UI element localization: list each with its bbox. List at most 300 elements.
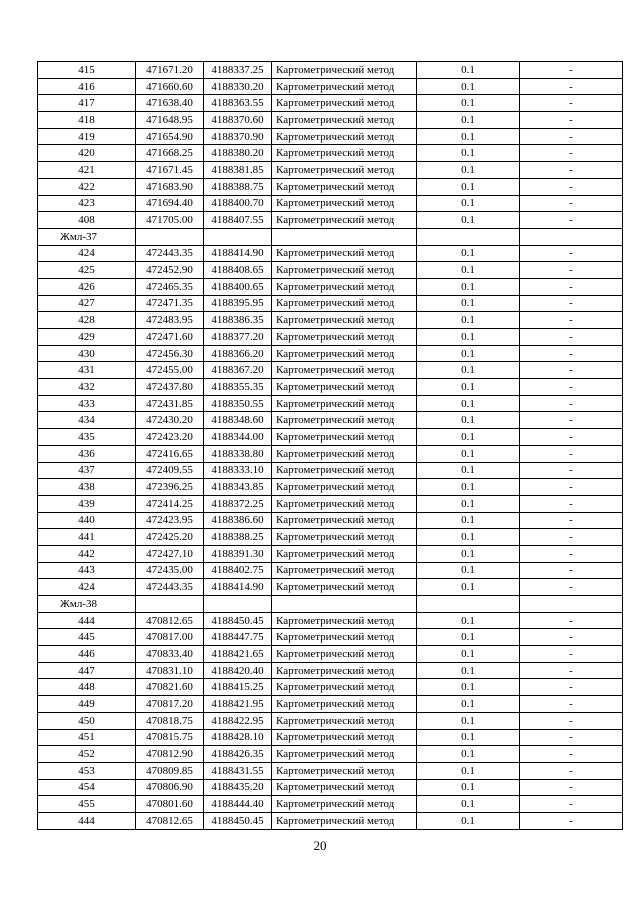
y-coordinate-cell: 4188372.25 — [204, 495, 272, 512]
note-cell: - — [520, 278, 623, 295]
note-cell: - — [520, 445, 623, 462]
y-coordinate-cell: 4188388.25 — [204, 529, 272, 546]
table-row — [38, 362, 623, 379]
point-number-cell: 428 — [38, 312, 136, 329]
y-coordinate-cell: 4188377.20 — [204, 329, 272, 346]
point-number-cell: 430 — [38, 345, 136, 362]
point-number-cell: 431 — [38, 362, 136, 379]
method-cell: Картометрический метод — [272, 462, 417, 479]
accuracy-cell: 0.1 — [417, 796, 520, 813]
method-cell: Картометрический метод — [272, 712, 417, 729]
note-cell: - — [520, 629, 623, 646]
x-coordinate-cell: 472431.85 — [136, 395, 204, 412]
x-coordinate-cell — [136, 228, 204, 245]
accuracy-cell: 0.1 — [417, 128, 520, 145]
y-coordinate-cell: 4188386.35 — [204, 312, 272, 329]
note-cell: - — [520, 762, 623, 779]
table-row — [38, 662, 623, 679]
accuracy-cell: 0.1 — [417, 212, 520, 229]
y-coordinate-cell: 4188447.75 — [204, 629, 272, 646]
y-coordinate-cell: 4188381.85 — [204, 162, 272, 179]
method-cell: Картометрический метод — [272, 379, 417, 396]
page-number: 20 — [313, 838, 327, 853]
y-coordinate-cell: 4188330.20 — [204, 78, 272, 95]
point-number-cell: 415 — [38, 62, 136, 79]
table-row — [38, 379, 623, 396]
table-row — [38, 462, 623, 479]
x-coordinate-cell: 472425.20 — [136, 529, 204, 546]
x-coordinate-cell: 472443.35 — [136, 579, 204, 596]
accuracy-cell: 0.1 — [417, 195, 520, 212]
method-cell: Картометрический метод — [272, 746, 417, 763]
note-cell: - — [520, 78, 623, 95]
accuracy-cell: 0.1 — [417, 512, 520, 529]
method-cell — [272, 596, 417, 613]
table-row — [38, 212, 623, 229]
note-cell: - — [520, 579, 623, 596]
x-coordinate-cell: 472427.10 — [136, 545, 204, 562]
method-cell: Картометрический метод — [272, 78, 417, 95]
x-coordinate-cell: 472455.00 — [136, 362, 204, 379]
note-cell: - — [520, 779, 623, 796]
x-coordinate-cell: 471660.60 — [136, 78, 204, 95]
y-coordinate-cell: 4188428.10 — [204, 729, 272, 746]
y-coordinate-cell: 4188391.30 — [204, 545, 272, 562]
method-cell: Картометрический метод — [272, 495, 417, 512]
section-label: Жмл-38 — [38, 596, 136, 613]
table-row — [38, 278, 623, 295]
x-coordinate-cell — [136, 596, 204, 613]
accuracy-cell: 0.1 — [417, 78, 520, 95]
method-cell: Картометрический метод — [272, 145, 417, 162]
y-coordinate-cell: 4188420.40 — [204, 662, 272, 679]
x-coordinate-cell: 472471.35 — [136, 295, 204, 312]
point-number-cell: 452 — [38, 746, 136, 763]
accuracy-cell: 0.1 — [417, 545, 520, 562]
point-number-cell: 422 — [38, 178, 136, 195]
table-row — [38, 128, 623, 145]
x-coordinate-cell: 471654.90 — [136, 128, 204, 145]
y-coordinate-cell: 4188426.35 — [204, 746, 272, 763]
accuracy-cell: 0.1 — [417, 245, 520, 262]
method-cell: Картометрический метод — [272, 545, 417, 562]
point-number-cell: 424 — [38, 245, 136, 262]
accuracy-cell: 0.1 — [417, 262, 520, 279]
accuracy-cell — [417, 228, 520, 245]
method-cell: Картометрический метод — [272, 812, 417, 829]
x-coordinate-cell: 471694.40 — [136, 195, 204, 212]
table-row — [38, 512, 623, 529]
table-row — [38, 295, 623, 312]
note-cell: - — [520, 812, 623, 829]
table-row — [38, 412, 623, 429]
y-coordinate-cell: 4188388.75 — [204, 178, 272, 195]
x-coordinate-cell: 472435.00 — [136, 562, 204, 579]
y-coordinate-cell — [204, 596, 272, 613]
accuracy-cell: 0.1 — [417, 712, 520, 729]
method-cell: Картометрический метод — [272, 329, 417, 346]
note-cell: - — [520, 62, 623, 79]
table-row — [38, 78, 623, 95]
note-cell — [520, 596, 623, 613]
accuracy-cell: 0.1 — [417, 345, 520, 362]
x-coordinate-cell: 470818.75 — [136, 712, 204, 729]
table-row — [38, 445, 623, 462]
x-coordinate-cell: 472423.20 — [136, 429, 204, 446]
x-coordinate-cell: 472409.55 — [136, 462, 204, 479]
accuracy-cell: 0.1 — [417, 112, 520, 129]
point-number-cell: 426 — [38, 278, 136, 295]
table-row — [38, 112, 623, 129]
method-cell: Картометрический метод — [272, 729, 417, 746]
note-cell: - — [520, 529, 623, 546]
y-coordinate-cell: 4188370.90 — [204, 128, 272, 145]
y-coordinate-cell: 4188366.20 — [204, 345, 272, 362]
x-coordinate-cell: 472430.20 — [136, 412, 204, 429]
note-cell: - — [520, 412, 623, 429]
accuracy-cell — [417, 596, 520, 613]
accuracy-cell: 0.1 — [417, 495, 520, 512]
point-number-cell: 439 — [38, 495, 136, 512]
point-number-cell: 453 — [38, 762, 136, 779]
x-coordinate-cell: 470833.40 — [136, 646, 204, 663]
note-cell: - — [520, 545, 623, 562]
note-cell: - — [520, 696, 623, 713]
note-cell: - — [520, 245, 623, 262]
point-number-cell: 417 — [38, 95, 136, 112]
y-coordinate-cell: 4188395.95 — [204, 295, 272, 312]
table-row — [38, 696, 623, 713]
table-row — [38, 629, 623, 646]
y-coordinate-cell: 4188344.00 — [204, 429, 272, 446]
point-number-cell: 434 — [38, 412, 136, 429]
table-row — [38, 178, 623, 195]
x-coordinate-cell: 470831.10 — [136, 662, 204, 679]
y-coordinate-cell: 4188348.60 — [204, 412, 272, 429]
note-cell: - — [520, 362, 623, 379]
y-coordinate-cell: 4188444.40 — [204, 796, 272, 813]
point-number-cell: 416 — [38, 78, 136, 95]
section-header-row — [38, 596, 623, 613]
point-number-cell: 436 — [38, 445, 136, 462]
note-cell: - — [520, 112, 623, 129]
x-coordinate-cell: 471648.95 — [136, 112, 204, 129]
table-row — [38, 796, 623, 813]
accuracy-cell: 0.1 — [417, 579, 520, 596]
note-cell: - — [520, 329, 623, 346]
point-number-cell: 419 — [38, 128, 136, 145]
table-row — [38, 195, 623, 212]
y-coordinate-cell: 4188386.60 — [204, 512, 272, 529]
x-coordinate-cell: 471671.20 — [136, 62, 204, 79]
point-number-cell: 420 — [38, 145, 136, 162]
accuracy-cell: 0.1 — [417, 679, 520, 696]
note-cell: - — [520, 295, 623, 312]
accuracy-cell: 0.1 — [417, 629, 520, 646]
method-cell: Картометрический метод — [272, 295, 417, 312]
accuracy-cell: 0.1 — [417, 178, 520, 195]
coordinates-table-body — [38, 62, 623, 830]
y-coordinate-cell: 4188333.10 — [204, 462, 272, 479]
accuracy-cell: 0.1 — [417, 62, 520, 79]
method-cell: Картометрический метод — [272, 245, 417, 262]
table-row — [38, 646, 623, 663]
method-cell: Картометрический метод — [272, 112, 417, 129]
accuracy-cell: 0.1 — [417, 445, 520, 462]
note-cell: - — [520, 712, 623, 729]
method-cell: Картометрический метод — [272, 395, 417, 412]
table-row — [38, 312, 623, 329]
x-coordinate-cell: 470812.65 — [136, 612, 204, 629]
x-coordinate-cell: 470817.00 — [136, 629, 204, 646]
accuracy-cell: 0.1 — [417, 462, 520, 479]
point-number-cell: 451 — [38, 729, 136, 746]
note-cell: - — [520, 796, 623, 813]
accuracy-cell: 0.1 — [417, 479, 520, 496]
table-row — [38, 679, 623, 696]
x-coordinate-cell: 471683.90 — [136, 178, 204, 195]
y-coordinate-cell: 4188370.60 — [204, 112, 272, 129]
y-coordinate-cell: 4188415.25 — [204, 679, 272, 696]
y-coordinate-cell: 4188400.70 — [204, 195, 272, 212]
note-cell: - — [520, 495, 623, 512]
accuracy-cell: 0.1 — [417, 395, 520, 412]
method-cell: Картометрический метод — [272, 278, 417, 295]
method-cell: Картометрический метод — [272, 512, 417, 529]
note-cell: - — [520, 128, 623, 145]
y-coordinate-cell: 4188435.20 — [204, 779, 272, 796]
note-cell: - — [520, 429, 623, 446]
point-number-cell: 447 — [38, 662, 136, 679]
note-cell — [520, 228, 623, 245]
x-coordinate-cell: 472483.95 — [136, 312, 204, 329]
point-number-cell: 454 — [38, 779, 136, 796]
accuracy-cell: 0.1 — [417, 729, 520, 746]
point-number-cell: 427 — [38, 295, 136, 312]
accuracy-cell: 0.1 — [417, 95, 520, 112]
point-number-cell: 421 — [38, 162, 136, 179]
accuracy-cell: 0.1 — [417, 362, 520, 379]
method-cell: Картометрический метод — [272, 562, 417, 579]
note-cell: - — [520, 395, 623, 412]
y-coordinate-cell: 4188414.90 — [204, 579, 272, 596]
accuracy-cell: 0.1 — [417, 329, 520, 346]
method-cell: Картометрический метод — [272, 262, 417, 279]
point-number-cell: 443 — [38, 562, 136, 579]
coordinates-table — [37, 61, 623, 830]
y-coordinate-cell: 4188400.65 — [204, 278, 272, 295]
note-cell: - — [520, 262, 623, 279]
method-cell: Картометрический метод — [272, 445, 417, 462]
note-cell: - — [520, 178, 623, 195]
x-coordinate-cell: 471668.25 — [136, 145, 204, 162]
accuracy-cell: 0.1 — [417, 412, 520, 429]
y-coordinate-cell: 4188338.80 — [204, 445, 272, 462]
y-coordinate-cell: 4188414.90 — [204, 245, 272, 262]
accuracy-cell: 0.1 — [417, 379, 520, 396]
note-cell: - — [520, 479, 623, 496]
note-cell: - — [520, 612, 623, 629]
point-number-cell: 449 — [38, 696, 136, 713]
method-cell — [272, 228, 417, 245]
x-coordinate-cell: 470801.60 — [136, 796, 204, 813]
method-cell: Картометрический метод — [272, 579, 417, 596]
accuracy-cell: 0.1 — [417, 429, 520, 446]
method-cell: Картометрический метод — [272, 212, 417, 229]
x-coordinate-cell: 472396.25 — [136, 479, 204, 496]
method-cell: Картометрический метод — [272, 178, 417, 195]
y-coordinate-cell: 4188337.25 — [204, 62, 272, 79]
point-number-cell: 446 — [38, 646, 136, 663]
y-coordinate-cell: 4188450.45 — [204, 612, 272, 629]
note-cell: - — [520, 212, 623, 229]
y-coordinate-cell: 4188343.85 — [204, 479, 272, 496]
point-number-cell: 423 — [38, 195, 136, 212]
x-coordinate-cell: 470809.85 — [136, 762, 204, 779]
accuracy-cell: 0.1 — [417, 646, 520, 663]
x-coordinate-cell: 472465.35 — [136, 278, 204, 295]
y-coordinate-cell: 4188355.35 — [204, 379, 272, 396]
x-coordinate-cell: 471671.45 — [136, 162, 204, 179]
note-cell: - — [520, 562, 623, 579]
accuracy-cell: 0.1 — [417, 529, 520, 546]
note-cell: - — [520, 662, 623, 679]
table-row — [38, 529, 623, 546]
point-number-cell: 455 — [38, 796, 136, 813]
point-number-cell: 441 — [38, 529, 136, 546]
x-coordinate-cell: 470806.90 — [136, 779, 204, 796]
note-cell: - — [520, 195, 623, 212]
note-cell: - — [520, 646, 623, 663]
y-coordinate-cell: 4188363.55 — [204, 95, 272, 112]
table-row — [38, 162, 623, 179]
point-number-cell: 440 — [38, 512, 136, 529]
table-row — [38, 495, 623, 512]
method-cell: Картометрический метод — [272, 62, 417, 79]
table-row — [38, 145, 623, 162]
x-coordinate-cell: 470815.75 — [136, 729, 204, 746]
point-number-cell: 432 — [38, 379, 136, 396]
table-row — [38, 612, 623, 629]
accuracy-cell: 0.1 — [417, 779, 520, 796]
point-number-cell: 448 — [38, 679, 136, 696]
accuracy-cell: 0.1 — [417, 662, 520, 679]
method-cell: Картометрический метод — [272, 312, 417, 329]
method-cell: Картометрический метод — [272, 429, 417, 446]
section-label: Жмл-37 — [38, 228, 136, 245]
y-coordinate-cell: 4188350.55 — [204, 395, 272, 412]
note-cell: - — [520, 95, 623, 112]
point-number-cell: 450 — [38, 712, 136, 729]
x-coordinate-cell: 472471.60 — [136, 329, 204, 346]
table-row — [38, 95, 623, 112]
method-cell: Картометрический метод — [272, 195, 417, 212]
point-number-cell: 435 — [38, 429, 136, 446]
point-number-cell: 418 — [38, 112, 136, 129]
table-row — [38, 812, 623, 829]
table-row — [38, 579, 623, 596]
accuracy-cell: 0.1 — [417, 295, 520, 312]
y-coordinate-cell: 4188450.45 — [204, 812, 272, 829]
method-cell: Картометрический метод — [272, 95, 417, 112]
table-row — [38, 562, 623, 579]
point-number-cell: 437 — [38, 462, 136, 479]
y-coordinate-cell: 4188380.20 — [204, 145, 272, 162]
accuracy-cell: 0.1 — [417, 278, 520, 295]
y-coordinate-cell: 4188407.55 — [204, 212, 272, 229]
table-row — [38, 762, 623, 779]
point-number-cell: 445 — [38, 629, 136, 646]
table-row — [38, 729, 623, 746]
point-number-cell: 425 — [38, 262, 136, 279]
y-coordinate-cell — [204, 228, 272, 245]
table-row — [38, 545, 623, 562]
table-row — [38, 429, 623, 446]
table-row — [38, 345, 623, 362]
section-header-row — [38, 228, 623, 245]
table-row — [38, 479, 623, 496]
method-cell: Картометрический метод — [272, 646, 417, 663]
point-number-cell: 442 — [38, 545, 136, 562]
y-coordinate-cell: 4188402.75 — [204, 562, 272, 579]
accuracy-cell: 0.1 — [417, 612, 520, 629]
table-row — [38, 262, 623, 279]
method-cell: Картометрический метод — [272, 162, 417, 179]
table-row — [38, 329, 623, 346]
accuracy-cell: 0.1 — [417, 696, 520, 713]
point-number-cell: 444 — [38, 612, 136, 629]
note-cell: - — [520, 679, 623, 696]
x-coordinate-cell: 470821.60 — [136, 679, 204, 696]
x-coordinate-cell: 472452.90 — [136, 262, 204, 279]
method-cell: Картометрический метод — [272, 345, 417, 362]
x-coordinate-cell: 471705.00 — [136, 212, 204, 229]
note-cell: - — [520, 512, 623, 529]
point-number-cell: 408 — [38, 212, 136, 229]
table-row — [38, 779, 623, 796]
method-cell: Картометрический метод — [272, 629, 417, 646]
accuracy-cell: 0.1 — [417, 162, 520, 179]
y-coordinate-cell: 4188408.65 — [204, 262, 272, 279]
x-coordinate-cell: 472414.25 — [136, 495, 204, 512]
y-coordinate-cell: 4188422.95 — [204, 712, 272, 729]
method-cell: Картометрический метод — [272, 662, 417, 679]
y-coordinate-cell: 4188431.55 — [204, 762, 272, 779]
x-coordinate-cell: 472456.30 — [136, 345, 204, 362]
accuracy-cell: 0.1 — [417, 812, 520, 829]
method-cell: Картометрический метод — [272, 479, 417, 496]
point-number-cell: 438 — [38, 479, 136, 496]
note-cell: - — [520, 345, 623, 362]
point-number-cell: 424 — [38, 579, 136, 596]
accuracy-cell: 0.1 — [417, 746, 520, 763]
accuracy-cell: 0.1 — [417, 762, 520, 779]
y-coordinate-cell: 4188367.20 — [204, 362, 272, 379]
method-cell: Картометрический метод — [272, 796, 417, 813]
table-row — [38, 712, 623, 729]
note-cell: - — [520, 312, 623, 329]
accuracy-cell: 0.1 — [417, 312, 520, 329]
table-row — [38, 746, 623, 763]
x-coordinate-cell: 472443.35 — [136, 245, 204, 262]
method-cell: Картометрический метод — [272, 612, 417, 629]
method-cell: Картометрический метод — [272, 362, 417, 379]
method-cell: Картометрический метод — [272, 412, 417, 429]
note-cell: - — [520, 462, 623, 479]
note-cell: - — [520, 746, 623, 763]
method-cell: Картометрический метод — [272, 128, 417, 145]
point-number-cell: 433 — [38, 395, 136, 412]
